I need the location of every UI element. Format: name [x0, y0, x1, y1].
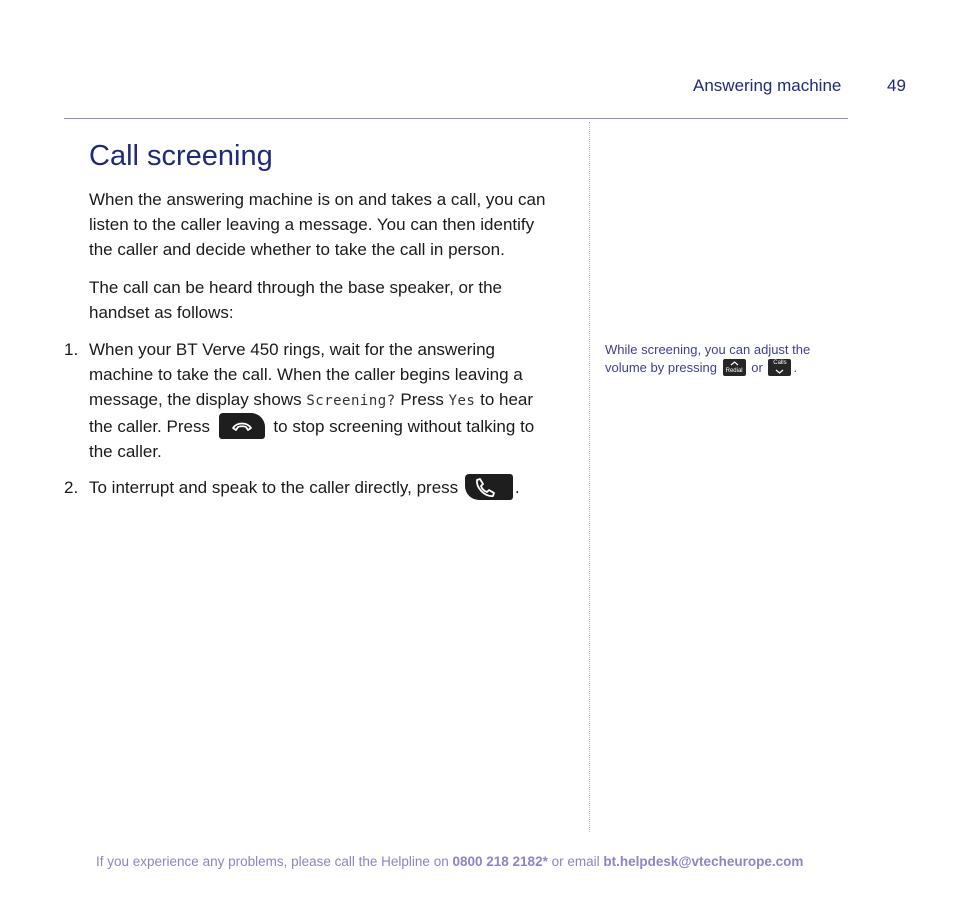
section-title: Answering machine	[693, 76, 842, 95]
hang-up-icon	[219, 413, 265, 439]
redial-key-label: Redial	[725, 367, 743, 374]
redial-key	[723, 359, 746, 376]
calls-key	[768, 359, 791, 376]
sidenote-end: .	[793, 360, 798, 375]
talk-key	[465, 474, 513, 500]
display-text-screening: Screening?	[306, 393, 396, 409]
sidenote	[605, 341, 845, 377]
calls-key-label: Calls	[773, 359, 787, 366]
step-text	[89, 337, 560, 464]
sidenote-or: or	[751, 360, 763, 375]
footer-text: or email	[551, 854, 600, 869]
list-item	[64, 475, 560, 500]
intro-paragraph-1: When the answering machine is on and takes a call, you can listen to the caller leaving a message. You can then identify the caller and decide whether to take the call in person.	[89, 190, 546, 259]
step-text	[89, 475, 560, 500]
talk-icon	[465, 474, 513, 500]
step-text-part: to stop screening without talking to the caller.	[89, 417, 535, 461]
step-number: 2.	[64, 478, 79, 497]
header-divider	[64, 118, 848, 119]
footer-helpline	[96, 854, 856, 869]
sidenote-text: While screening, you can adjust the volume by pressing	[605, 342, 811, 375]
step-text-part: Press	[400, 390, 444, 409]
step-text-part: To interrupt and speak to the caller directly, press	[89, 478, 459, 497]
intro-paragraph-2: The call can be heard through the base speaker, or the handset as follows:	[89, 278, 502, 322]
footer-text: If you experience any problems, please call the Helpline on	[96, 854, 449, 869]
chevron-up-icon	[730, 361, 739, 366]
step-text-part: When your BT Verve 450 rings, wait for the answering machine to take the call. When the caller begins leaving a message, the display shows	[89, 340, 523, 409]
page-number: 49	[887, 76, 906, 95]
display-text-yes: Yes	[448, 393, 476, 409]
step-number: 1.	[64, 340, 79, 359]
list-item	[64, 337, 560, 464]
page-title: Call screening	[89, 140, 273, 172]
chevron-down-icon	[775, 369, 784, 374]
helpdesk-email: bt.helpdesk@vtecheurope.com	[603, 854, 804, 869]
hang-up-key	[219, 413, 265, 439]
step-text-part: to hear the caller. Press	[89, 390, 534, 436]
helpline-number: 0800 218 2182*	[452, 854, 548, 869]
step-text-part: .	[514, 478, 520, 497]
column-divider	[589, 122, 590, 832]
